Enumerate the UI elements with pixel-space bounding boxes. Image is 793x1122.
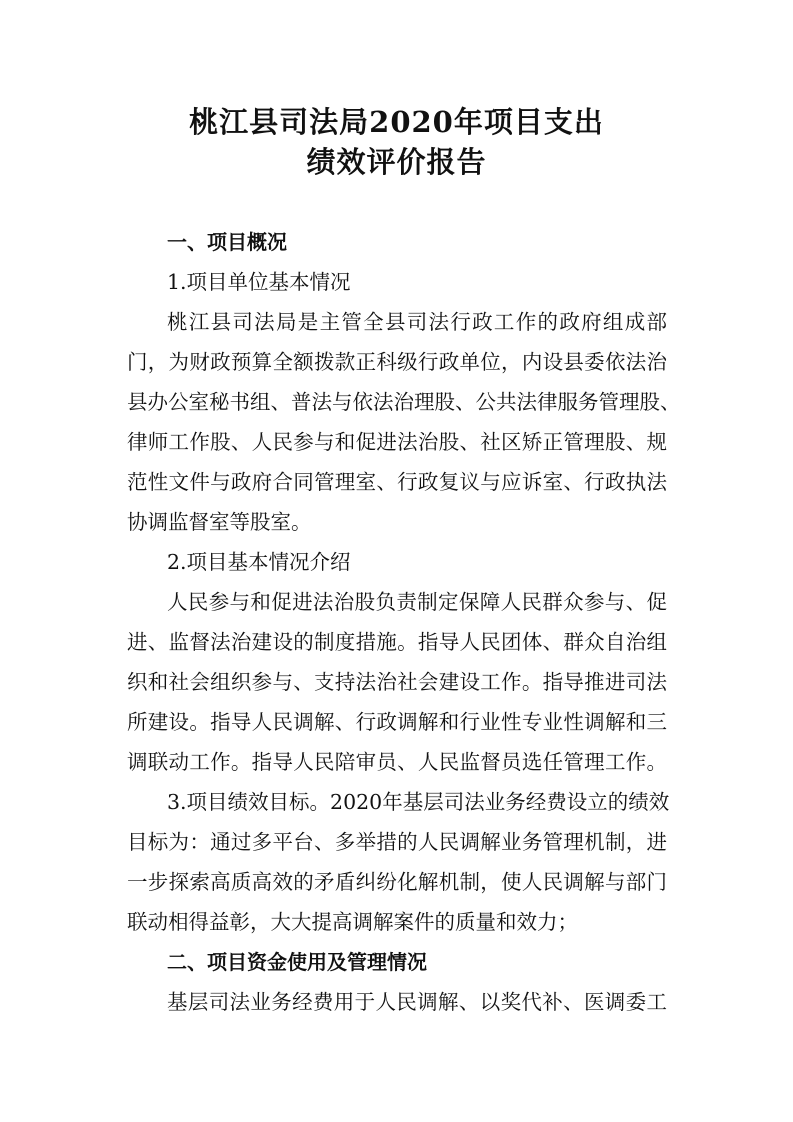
paragraph-2-line: 调联动工作。指导人民陪审员、人民监督员选任管理工作。: [127, 750, 667, 774]
paragraph-2-line: 织和社会组织参与、支持法治社会建设工作。指导推进司法: [127, 670, 667, 694]
report-title-line-2: 绩效评价报告: [306, 145, 487, 179]
paragraph-1-line: 桃江县司法局是主管全县司法行政工作的政府组成部: [167, 310, 667, 334]
paragraph-3-line: 一步探索高质高效的矛盾纠纷化解机制，使人民调解与部门: [127, 870, 667, 894]
paragraph-2-line: 进、监督法治建设的制度措施。指导人民团体、群众自治组: [127, 630, 667, 654]
paragraph-1-line: 律师工作股、人民参与和促进法治股、社区矫正管理股、规: [127, 430, 667, 454]
report-title-line-1: 桃江县司法局2020年项目支出: [189, 105, 604, 139]
paragraph-1-line: 门，为财政预算全额拨款正科级行政单位，内设县委依法治: [127, 350, 667, 374]
paragraph-1-line: 协调监督室等股室。: [127, 510, 312, 534]
paragraph-3-line: 3.项目绩效目标。2020年基层司法业务经费设立的绩效: [167, 790, 670, 814]
subsection-1-heading: 1.项目单位基本情况: [167, 270, 351, 294]
section-2-heading: 二、项目资金使用及管理情况: [167, 950, 427, 974]
paragraph-2-line: 人民参与和促进法治股负责制定保障人民群众参与、促: [167, 590, 667, 614]
subsection-2-heading: 2.项目基本情况介绍: [167, 550, 351, 574]
paragraph-3-line: 联动相得益彰，大大提高调解案件的质量和效力；: [127, 910, 578, 934]
paragraph-2-line: 所建设。指导人民调解、行政调解和行业性专业性调解和三: [127, 710, 667, 734]
section-1-heading: 一、项目概况: [167, 230, 287, 254]
paragraph-1-line: 范性文件与政府合同管理室、行政复议与应诉室、行政执法: [127, 470, 667, 494]
paragraph-1-line: 县办公室秘书组、普法与依法治理股、公共法律服务管理股、: [127, 390, 681, 414]
paragraph-3-line: 目标为：通过多平台、多举措的人民调解业务管理机制，进: [127, 830, 667, 854]
paragraph-4-line: 基层司法业务经费用于人民调解、以奖代补、医调委工: [167, 990, 667, 1014]
